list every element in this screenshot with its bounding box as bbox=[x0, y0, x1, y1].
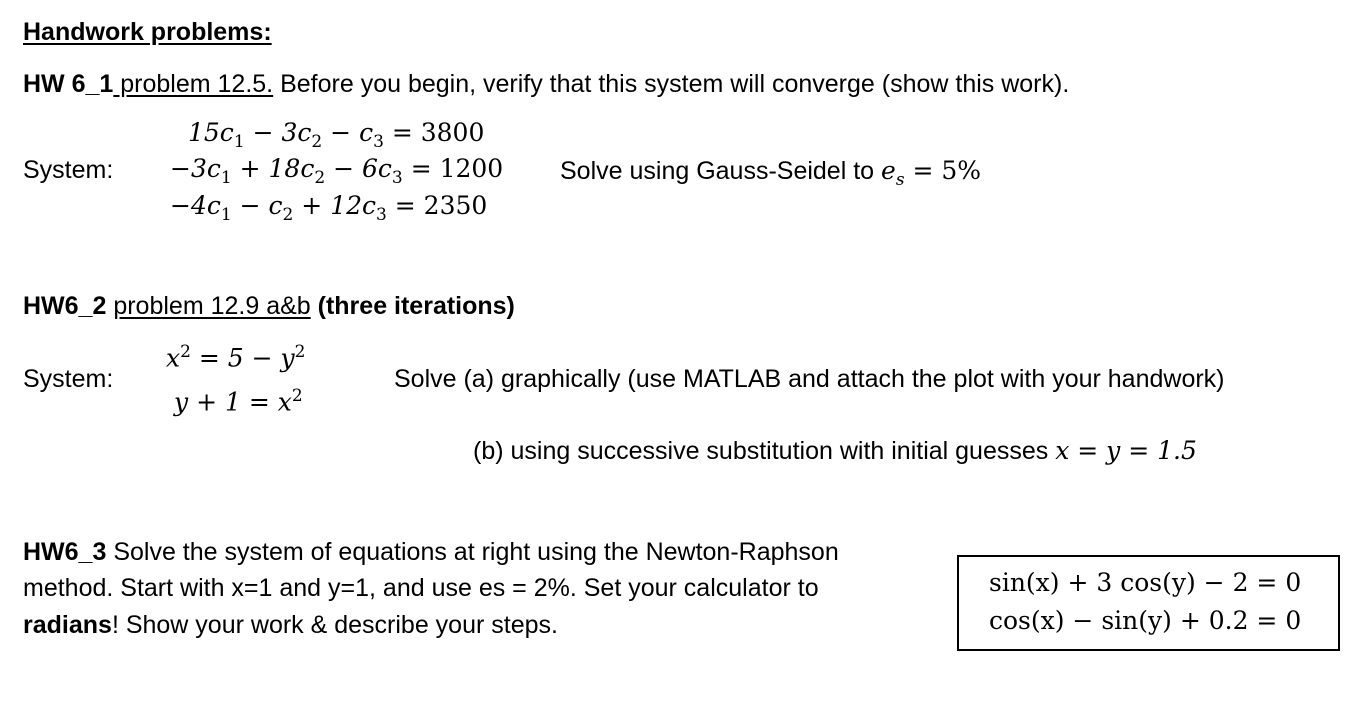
hw2-system-label: System: bbox=[23, 365, 114, 393]
hw1-system-label: System: bbox=[23, 156, 114, 184]
hw3-line-2: method. Start with x=1 and y=1, and use es = 2%. Set your calculator to bbox=[23, 574, 819, 602]
hw2-id: HW6_2 bbox=[23, 292, 107, 320]
hw1-equation-3: $-4c_1 - c_2 + 12c_3 = 2350$ bbox=[170, 191, 488, 225]
hw2-solve-b: (b) using successive substitution with initial guesses x = y = 1.5 bbox=[473, 436, 1197, 465]
hw1-equation-2: $-3c_1 + 18c_2 - 6c_3 = 1200$ bbox=[170, 154, 504, 188]
hw2-solve-a: Solve (a) graphically (use MATLAB and attach the plot with your handwork) bbox=[394, 365, 1225, 393]
hw3-equation-box bbox=[957, 555, 1340, 651]
hw2-title-line bbox=[23, 292, 515, 321]
hw1-equation-1: $15c_1 - 3c_2 - c_3 = 3800$ bbox=[188, 118, 485, 152]
page-heading: Handwork problems: bbox=[23, 18, 272, 46]
hw1-id: HW 6_1 bbox=[23, 70, 114, 98]
hw1-title-line bbox=[23, 70, 1069, 99]
hw1-instruction: Before you begin, verify that this system will converge (show this work). bbox=[273, 70, 1070, 98]
hw3-box-equation-2: cos(x) − sin(y) + 0.2 = 0 bbox=[989, 606, 1302, 635]
hw3-line-1: HW6_3 Solve the system of equations at right using the Newton-Raphson bbox=[23, 538, 839, 566]
hw3-line-3: radians! Show your work & describe your steps. bbox=[23, 611, 558, 639]
hw3-box-equation-1: sin(x) + 3 cos(y) − 2 = 0 bbox=[989, 568, 1302, 597]
hw1-solve-instruction: Solve using Gauss-Seidel to $e_s = 5\%$ bbox=[560, 156, 982, 190]
hw1-problem-link[interactable]: problem 12.5. bbox=[113, 70, 274, 98]
hw2-problem-link[interactable]: problem 12.9 a&b bbox=[113, 292, 311, 320]
hw2-equation-2: $y + 1 = x^2$ bbox=[174, 386, 303, 417]
hw2-iterations-note: (three iterations) bbox=[310, 292, 515, 320]
hw3-id: HW6_3 bbox=[23, 538, 107, 566]
hw2-equation-1: $x^2 = 5 - y^2$ bbox=[166, 342, 306, 373]
